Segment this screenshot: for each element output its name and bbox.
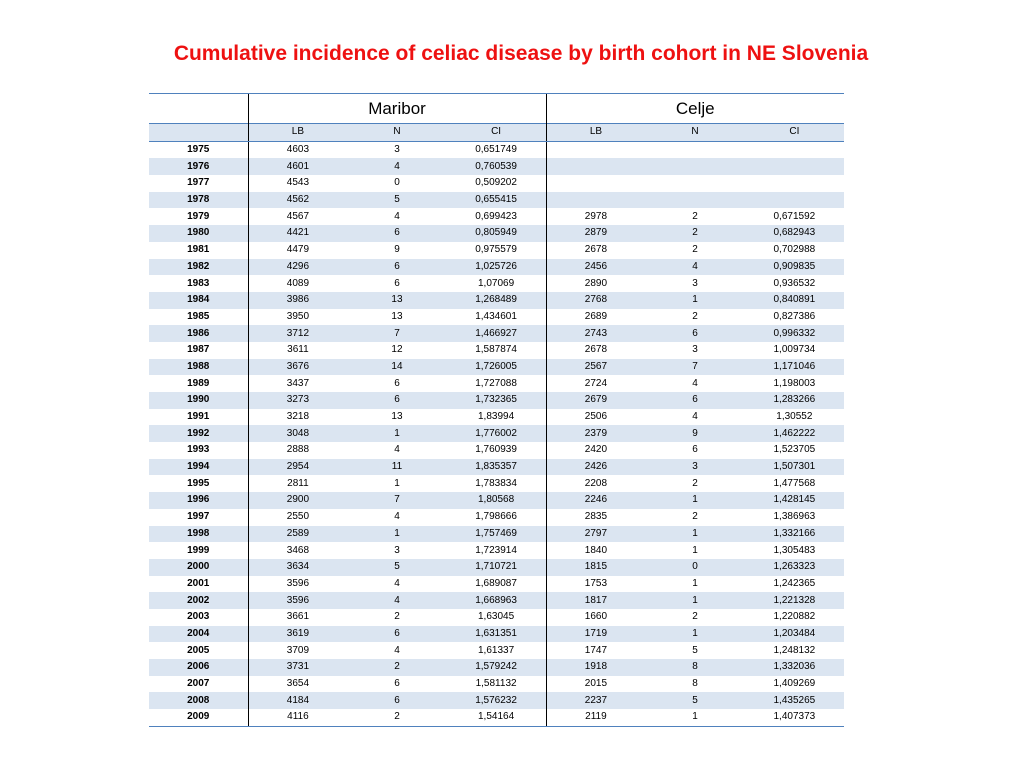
cell-celje-lb — [546, 141, 645, 158]
cell-celje-lb — [546, 192, 645, 209]
cell-maribor-ci: 0,651749 — [475, 144, 517, 156]
cell-celje-lb: 2724 — [546, 375, 645, 392]
column-header-maribor-ci: CI — [447, 124, 546, 142]
cell-maribor-lb: 3661 — [286, 611, 310, 623]
cell-maribor-n: 1 — [394, 477, 400, 489]
cell-maribor-ci: 1,757469 — [447, 526, 546, 543]
cell-celje-n: 2 — [692, 511, 698, 523]
cell-year: 1975 — [149, 141, 248, 158]
cell-celje-lb: 1815 — [546, 559, 645, 576]
table-row — [149, 592, 844, 609]
table-row — [149, 359, 844, 376]
group-header-celje: Celje — [546, 94, 844, 124]
cell-maribor-n: 6 — [347, 259, 446, 276]
column-header-maribor-lb: LB — [248, 124, 347, 142]
cell-celje-n — [645, 175, 744, 192]
cell-celje-ci — [745, 175, 844, 192]
cell-celje-lb: 2743 — [546, 325, 645, 342]
cell-celje-n — [645, 158, 744, 175]
cell-celje-lb: 2679 — [546, 392, 645, 409]
cell-celje-n: 5 — [692, 644, 698, 656]
cell-maribor-ci: 1,760939 — [475, 444, 517, 456]
cell-year: 1995 — [149, 475, 248, 492]
cell-maribor-lb: 4601 — [248, 158, 347, 175]
cell-celje-ci: 1,171046 — [745, 359, 844, 376]
table-row — [149, 192, 844, 209]
cell-maribor-ci: 1,80568 — [447, 492, 546, 509]
table-row — [149, 642, 844, 659]
cell-maribor-ci: 0,975579 — [475, 244, 517, 256]
column-header-celje-ci: CI — [745, 124, 844, 142]
cell-year: 1994 — [149, 459, 248, 476]
cell-maribor-n: 13 — [391, 310, 403, 322]
cell-celje-lb: 2890 — [546, 275, 645, 292]
table-row — [149, 509, 844, 526]
cell-celje-ci: 0,936532 — [773, 277, 816, 289]
cell-maribor-lb: 3986 — [248, 292, 347, 309]
cell-celje-n: 4 — [692, 411, 698, 423]
cell-maribor-n: 3 — [394, 144, 400, 156]
cell-year: 2000 — [149, 559, 248, 576]
cell-maribor-n: 6 — [394, 377, 400, 389]
cell-celje-lb: 2678 — [546, 342, 645, 359]
cell-maribor-n: 6 — [394, 277, 400, 289]
cell-maribor-lb: 3273 — [248, 392, 347, 409]
cell-celje-n: 9 — [645, 425, 744, 442]
cell-celje-n: 1 — [692, 544, 698, 556]
cell-maribor-n: 4 — [394, 577, 400, 589]
cell-celje-n: 1 — [645, 292, 744, 309]
cell-maribor-ci: 1,83994 — [478, 411, 515, 423]
cell-maribor-ci: 1,726005 — [447, 359, 546, 376]
cell-maribor-n: 14 — [347, 359, 446, 376]
cell-celje-ci — [745, 192, 844, 209]
incidence-table — [149, 93, 844, 727]
column-header-row — [149, 124, 844, 142]
cell-year: 2002 — [149, 592, 248, 609]
cell-celje-n: 3 — [692, 277, 698, 289]
cell-celje-ci: 1,477568 — [773, 477, 816, 489]
cell-year: 1978 — [149, 192, 248, 209]
cell-celje-n: 8 — [645, 659, 744, 676]
cell-celje-n: 2 — [692, 310, 698, 322]
table-row — [149, 526, 844, 543]
slide-title: Cumulative incidence of celiac disease by birth cohort in NE Slovenia — [173, 42, 869, 65]
table-row — [149, 459, 844, 476]
cell-celje-n — [645, 141, 744, 158]
cell-maribor-n: 2 — [394, 611, 400, 623]
cell-celje-ci — [745, 141, 844, 158]
cell-maribor-ci: 1,723914 — [475, 544, 517, 556]
table-row — [149, 576, 844, 593]
table-row — [149, 542, 844, 559]
cell-maribor-n: 13 — [347, 292, 446, 309]
column-header-celje-lb: LB — [546, 124, 645, 142]
table-row — [149, 259, 844, 276]
cell-maribor-ci: 1,576232 — [447, 692, 546, 709]
cell-maribor-ci: 1,61337 — [478, 644, 515, 656]
table-row — [149, 409, 844, 426]
cell-celje-lb: 2208 — [546, 475, 645, 492]
cell-celje-n: 3 — [645, 459, 744, 476]
cell-maribor-ci: 0,699423 — [475, 210, 517, 222]
cell-celje-lb: 1753 — [546, 576, 645, 593]
table-row — [149, 425, 844, 442]
cell-celje-lb: 1817 — [546, 592, 645, 609]
cell-maribor-lb: 3709 — [286, 644, 310, 656]
cell-celje-ci: 1,428145 — [745, 492, 844, 509]
cell-maribor-ci: 1,434601 — [475, 310, 517, 322]
table-row — [149, 709, 844, 726]
cell-celje-n: 4 — [692, 377, 698, 389]
cell-celje-n: 1 — [692, 577, 698, 589]
table-row — [149, 242, 844, 259]
cell-maribor-lb: 4421 — [248, 225, 347, 242]
cell-celje-ci: 1,523705 — [773, 444, 816, 456]
cell-maribor-lb: 3218 — [286, 411, 310, 423]
cell-maribor-n: 2 — [347, 709, 446, 726]
cell-year: 1977 — [149, 175, 248, 192]
cell-year: 1999 — [149, 542, 248, 559]
cell-maribor-n: 6 — [347, 392, 446, 409]
cell-celje-n: 2 — [692, 477, 698, 489]
table-row — [149, 626, 844, 643]
table-body — [149, 141, 844, 726]
cell-year: 2006 — [149, 659, 248, 676]
cell-celje-n: 7 — [645, 359, 744, 376]
cell-celje-n: 8 — [692, 678, 698, 690]
cell-maribor-lb: 4184 — [248, 692, 347, 709]
cell-year: 1998 — [149, 526, 248, 543]
cell-year: 1983 — [149, 275, 248, 292]
cell-year: 1985 — [149, 309, 248, 326]
cell-maribor-lb: 3950 — [286, 310, 310, 322]
cell-celje-ci: 1,435265 — [745, 692, 844, 709]
cell-maribor-ci: 1,835357 — [447, 459, 546, 476]
cell-maribor-n: 1 — [347, 526, 446, 543]
cell-maribor-lb: 3596 — [248, 592, 347, 609]
cell-maribor-lb: 2900 — [248, 492, 347, 509]
cell-maribor-n: 4 — [394, 511, 400, 523]
cell-celje-ci: 1,332166 — [745, 526, 844, 543]
cell-celje-ci: 0,702988 — [773, 244, 816, 256]
cell-celje-ci: 1,221328 — [745, 592, 844, 609]
cell-maribor-ci: 1,689087 — [475, 577, 517, 589]
table-row — [149, 208, 844, 225]
cell-celje-ci: 1,462222 — [745, 425, 844, 442]
column-header-celje-n: N — [645, 124, 744, 142]
cell-maribor-lb: 2888 — [286, 444, 310, 456]
cell-year: 1990 — [149, 392, 248, 409]
cell-maribor-n: 5 — [347, 559, 446, 576]
cell-celje-n: 2 — [692, 210, 698, 222]
cell-year: 1976 — [149, 158, 248, 175]
cell-celje-ci: 1,009734 — [773, 344, 816, 356]
cell-celje-lb: 1660 — [546, 609, 645, 626]
cell-celje-ci: 0,909835 — [745, 259, 844, 276]
cell-maribor-lb: 4479 — [286, 244, 310, 256]
table-row — [149, 375, 844, 392]
cell-year: 1993 — [149, 442, 248, 459]
table-row — [149, 325, 844, 342]
cell-celje-lb: 2978 — [546, 208, 645, 225]
table-row — [149, 292, 844, 309]
cell-maribor-lb: 3712 — [248, 325, 347, 342]
cell-maribor-n: 9 — [394, 244, 400, 256]
cell-celje-lb: 1719 — [546, 626, 645, 643]
cell-maribor-lb: 4089 — [286, 277, 310, 289]
cell-celje-lb: 2768 — [546, 292, 645, 309]
cell-celje-lb: 1918 — [546, 659, 645, 676]
cell-year: 1996 — [149, 492, 248, 509]
cell-maribor-n: 6 — [347, 626, 446, 643]
table-row — [149, 309, 844, 326]
cell-maribor-lb: 2811 — [287, 477, 309, 489]
cell-celje-lb: 2879 — [546, 225, 645, 242]
cell-celje-lb: 2506 — [546, 409, 645, 426]
cell-maribor-n: 5 — [347, 192, 446, 209]
cell-celje-n: 3 — [692, 344, 698, 356]
cell-maribor-ci: 1,54164 — [447, 709, 546, 726]
table-row — [149, 275, 844, 292]
cell-maribor-n: 11 — [347, 459, 446, 476]
cell-maribor-n: 7 — [347, 492, 446, 509]
cell-celje-lb: 2379 — [546, 425, 645, 442]
cell-maribor-lb: 3731 — [248, 659, 347, 676]
cell-maribor-n: 4 — [394, 644, 400, 656]
cell-celje-ci: 0,671592 — [773, 210, 816, 222]
cell-maribor-ci: 1,581132 — [475, 678, 517, 690]
cell-celje-ci: 1,220882 — [773, 611, 816, 623]
column-header-maribor-n: N — [347, 124, 446, 142]
cell-year: 1981 — [149, 242, 248, 259]
cell-celje-n: 6 — [645, 325, 744, 342]
cell-maribor-ci: 0,805949 — [447, 225, 546, 242]
cell-maribor-ci: 1,268489 — [447, 292, 546, 309]
cell-year: 2001 — [149, 576, 248, 593]
cell-maribor-lb: 2589 — [248, 526, 347, 543]
cell-celje-ci: 1,30552 — [776, 411, 813, 423]
cell-year: 1997 — [149, 509, 248, 526]
cell-maribor-ci: 1,07069 — [478, 277, 515, 289]
table-row — [149, 475, 844, 492]
table-row — [149, 342, 844, 359]
cell-year: 2009 — [149, 709, 248, 726]
cell-maribor-ci: 1,710721 — [447, 559, 546, 576]
cell-celje-n: 2 — [645, 225, 744, 242]
cell-maribor-n: 0 — [394, 177, 400, 189]
cell-celje-lb: 2797 — [546, 526, 645, 543]
cell-maribor-n: 6 — [347, 225, 446, 242]
corner-cell — [149, 94, 248, 124]
group-header-maribor: Maribor — [248, 94, 546, 124]
cell-celje-ci: 1,407373 — [745, 709, 844, 726]
cell-maribor-lb: 3619 — [248, 626, 347, 643]
cell-year: 2004 — [149, 626, 248, 643]
cell-maribor-lb: 3676 — [248, 359, 347, 376]
cell-celje-ci: 1,409269 — [773, 678, 816, 690]
cell-celje-n: 1 — [645, 709, 744, 726]
cell-celje-n — [645, 192, 744, 209]
cell-celje-ci: 1,507301 — [745, 459, 844, 476]
cell-celje-ci: 1,203484 — [745, 626, 844, 643]
cell-maribor-lb: 4296 — [248, 259, 347, 276]
cell-celje-ci: 1,305483 — [773, 544, 816, 556]
cell-maribor-ci: 1,776002 — [447, 425, 546, 442]
cell-celje-n: 1 — [645, 592, 744, 609]
cell-celje-n: 2 — [692, 244, 698, 256]
cell-maribor-lb: 3611 — [287, 344, 309, 356]
cell-year: 1984 — [149, 292, 248, 309]
cell-celje-n: 2 — [692, 611, 698, 623]
table-row — [149, 609, 844, 626]
cell-year: 1979 — [149, 208, 248, 225]
cell-maribor-ci: 1,587874 — [475, 344, 517, 356]
cell-year: 2007 — [149, 676, 248, 693]
cell-celje-lb: 1747 — [546, 642, 645, 659]
table-row — [149, 442, 844, 459]
cell-celje-n: 6 — [692, 444, 698, 456]
cell-celje-lb — [546, 175, 645, 192]
cell-celje-ci: 1,332036 — [745, 659, 844, 676]
cell-year: 1980 — [149, 225, 248, 242]
cell-celje-lb: 1840 — [546, 542, 645, 559]
cell-maribor-lb: 4603 — [286, 144, 310, 156]
cell-celje-n: 5 — [645, 692, 744, 709]
table-row — [149, 676, 844, 693]
cell-maribor-n: 7 — [347, 325, 446, 342]
table-row — [149, 692, 844, 709]
cell-maribor-n: 12 — [391, 344, 403, 356]
table-row — [149, 659, 844, 676]
cell-year: 1989 — [149, 375, 248, 392]
cell-celje-lb: 2237 — [546, 692, 645, 709]
cell-maribor-n: 3 — [394, 544, 400, 556]
cell-maribor-lb: 3634 — [248, 559, 347, 576]
cell-maribor-n: 4 — [394, 444, 400, 456]
cell-celje-n: 6 — [645, 392, 744, 409]
cell-maribor-n: 6 — [347, 692, 446, 709]
cell-year: 2008 — [149, 692, 248, 709]
table-row — [149, 141, 844, 158]
cell-celje-ci: 1,242365 — [773, 577, 816, 589]
cell-celje-lb — [546, 158, 645, 175]
cell-maribor-lb: 2954 — [248, 459, 347, 476]
cell-celje-lb: 2426 — [546, 459, 645, 476]
cell-maribor-ci: 1,783834 — [475, 477, 517, 489]
column-header-year — [149, 124, 248, 142]
cell-maribor-n: 4 — [347, 592, 446, 609]
table-row — [149, 175, 844, 192]
cell-celje-n: 1 — [645, 526, 744, 543]
table-row — [149, 225, 844, 242]
cell-maribor-ci: 1,579242 — [447, 659, 546, 676]
cell-maribor-ci: 1,668963 — [447, 592, 546, 609]
cell-maribor-ci: 1,732365 — [447, 392, 546, 409]
cell-maribor-lb: 3468 — [286, 544, 310, 556]
cell-celje-ci: 1,386963 — [773, 511, 816, 523]
cell-celje-ci: 0,827386 — [773, 310, 816, 322]
cell-celje-ci: 1,283266 — [745, 392, 844, 409]
cell-maribor-ci: 1,727088 — [475, 377, 517, 389]
cell-maribor-lb: 3437 — [286, 377, 310, 389]
cell-maribor-lb: 4562 — [248, 192, 347, 209]
table-row — [149, 158, 844, 175]
cell-celje-n: 1 — [645, 626, 744, 643]
cell-celje-ci: 1,198003 — [773, 377, 816, 389]
cell-celje-n: 1 — [645, 492, 744, 509]
cell-celje-lb: 2678 — [546, 242, 645, 259]
cell-celje-ci: 1,263323 — [745, 559, 844, 576]
cell-year: 1982 — [149, 259, 248, 276]
cell-maribor-ci: 1,798666 — [475, 511, 517, 523]
cell-maribor-n: 4 — [394, 210, 400, 222]
cell-maribor-lb: 4116 — [248, 709, 347, 726]
cell-celje-ci: 1,248132 — [773, 644, 816, 656]
cell-celje-lb: 2835 — [546, 509, 645, 526]
cell-maribor-n: 1 — [347, 425, 446, 442]
cell-celje-ci: 0,840891 — [745, 292, 844, 309]
cell-maribor-lb: 3654 — [286, 678, 310, 690]
cell-year: 1992 — [149, 425, 248, 442]
cell-celje-lb: 2689 — [546, 309, 645, 326]
cell-celje-ci: 0,682943 — [745, 225, 844, 242]
cell-maribor-n: 13 — [391, 411, 403, 423]
cell-maribor-n: 4 — [347, 158, 446, 175]
cell-celje-lb: 2119 — [546, 709, 645, 726]
cell-celje-n: 4 — [645, 259, 744, 276]
cell-celje-n: 0 — [645, 559, 744, 576]
cell-celje-lb: 2015 — [546, 676, 645, 693]
cell-year: 1988 — [149, 359, 248, 376]
cell-maribor-n: 2 — [347, 659, 446, 676]
cell-celje-lb: 2420 — [546, 442, 645, 459]
cell-maribor-ci: 1,025726 — [447, 259, 546, 276]
cell-maribor-ci: 1,63045 — [478, 611, 515, 623]
cell-celje-lb: 2456 — [546, 259, 645, 276]
cell-celje-ci — [745, 158, 844, 175]
cell-year: 1986 — [149, 325, 248, 342]
cell-maribor-ci: 1,466927 — [447, 325, 546, 342]
table-row — [149, 492, 844, 509]
cell-maribor-n: 6 — [394, 678, 400, 690]
cell-year: 2005 — [149, 642, 248, 659]
cell-maribor-ci: 0,655415 — [447, 192, 546, 209]
cell-celje-ci: 0,996332 — [745, 325, 844, 342]
cell-maribor-lb: 3048 — [248, 425, 347, 442]
cell-maribor-lb: 3596 — [286, 577, 310, 589]
cell-maribor-ci: 1,631351 — [447, 626, 546, 643]
cell-year: 1987 — [149, 342, 248, 359]
cell-celje-lb: 2567 — [546, 359, 645, 376]
cell-maribor-lb: 4543 — [286, 177, 310, 189]
table-row — [149, 559, 844, 576]
cell-maribor-ci: 0,509202 — [475, 177, 517, 189]
cell-maribor-ci: 0,760539 — [447, 158, 546, 175]
cell-maribor-lb: 2550 — [286, 511, 310, 523]
cell-celje-lb: 2246 — [546, 492, 645, 509]
table-row — [149, 392, 844, 409]
cell-year: 1991 — [149, 409, 248, 426]
cell-year: 2003 — [149, 609, 248, 626]
cell-maribor-lb: 4567 — [286, 210, 310, 222]
group-header-row — [149, 94, 844, 124]
